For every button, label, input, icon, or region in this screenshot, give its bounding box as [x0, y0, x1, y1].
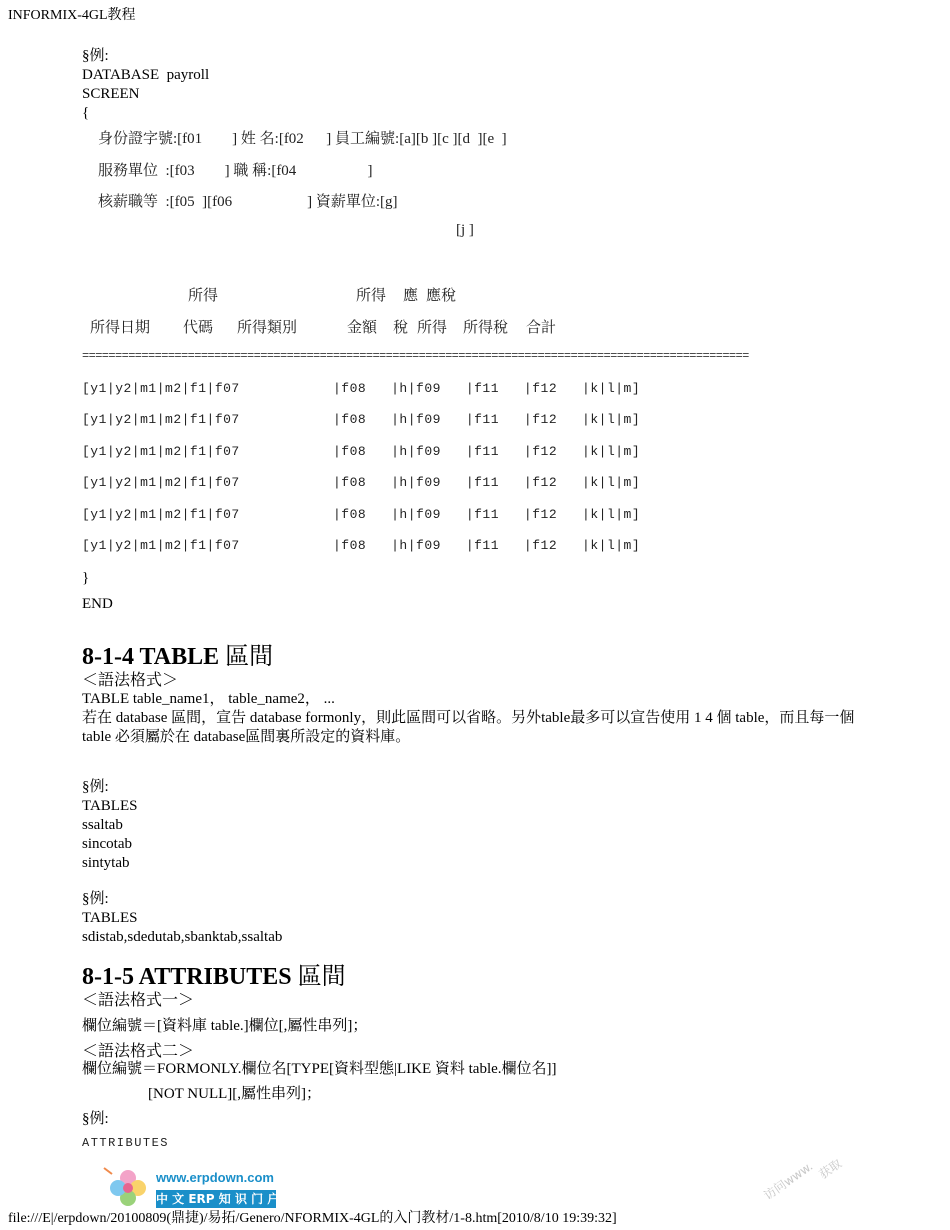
watermark-text: 访问www. [761, 1159, 816, 1203]
column-header: 所得 [417, 320, 448, 336]
section-title-cn: 區間 [225, 644, 274, 670]
example-label: §例: [82, 891, 109, 907]
syntax-line: 欄位編號＝[資料庫 table.]欄位[,屬性串列]； [82, 1018, 368, 1034]
column-header: 所得 [356, 288, 387, 304]
screen-data-row-right: |f08 |h|f09 |f11 |f12 |k|l|m] [333, 507, 641, 522]
syntax-label: ＜語法格式＞ [82, 672, 179, 689]
column-header: 應 [403, 288, 419, 304]
column-header: 合計 [526, 320, 557, 336]
code-line: TABLES [82, 798, 138, 814]
section-number: 8-1-5 ATTRIBUTES [82, 964, 292, 990]
screen-data-row-left: [y1|y2|m1|m2|f1|f07 [82, 381, 240, 396]
screen-row: 服務單位 :[f03 ] 職 稱:[f04 ] [98, 163, 373, 179]
section-number: 8-1-4 TABLE [82, 644, 220, 670]
column-header: 代碼 [183, 320, 214, 336]
screen-data-row-left: [y1|y2|m1|m2|f1|f07 [82, 475, 240, 490]
screen-data-row-left: [y1|y2|m1|m2|f1|f07 [82, 507, 240, 522]
screen-row: 身份證字號:[f01 ] 姓 名:[f02 ] 員工編號:[a][b ][c ][d ][e ] [98, 131, 507, 147]
syntax-line: 欄位編號＝FORMONLY.欄位名[TYPE[資料型態|LIKE 資料 table.欄位名]] [82, 1061, 557, 1077]
code-line: sincotab [82, 836, 132, 852]
separator-line: ===================================================================================================== [82, 349, 749, 363]
screen-data-row-right: |f08 |h|f09 |f11 |f12 |k|l|m] [333, 412, 641, 427]
description: table 必須屬於在 database區間裏所設定的資料庫。 [82, 729, 411, 745]
description: 若在 database 區間，宣告 database formonly，則此區間可以省略。另外table最多可以宣告使用 1 4 個 table，而且每一個 [82, 710, 855, 726]
example-label: §例: [82, 1111, 109, 1127]
screen-data-row-left: [y1|y2|m1|m2|f1|f07 [82, 538, 240, 553]
erpdown-logo [100, 1162, 280, 1212]
watermark-text: 获取 [816, 1156, 845, 1182]
column-header: 金額 [347, 320, 378, 336]
code-line: sdistab,sdedutab,sbanktab,ssaltab [82, 929, 283, 945]
page-header: INFORMIX-4GL教程 [8, 8, 136, 23]
section-title-attributes [82, 963, 346, 991]
example-label: §例: [82, 48, 109, 64]
column-header: 所得類別 [237, 320, 298, 336]
code-line: sintytab [82, 855, 130, 871]
code-line: TABLES [82, 910, 138, 926]
logo-tagline: 中 文 ERP 知 识 门 户 [156, 1192, 280, 1206]
column-header: 所得日期 [90, 320, 151, 336]
code-line: ssaltab [82, 817, 123, 833]
logo-url: www.erpdown.com [156, 1170, 274, 1185]
code-line: END [82, 596, 113, 612]
code-line: DATABASE payroll [82, 67, 210, 83]
screen-row: [j ] [456, 222, 474, 238]
screen-data-row-left: [y1|y2|m1|m2|f1|f07 [82, 444, 240, 459]
screen-data-row-right: |f08 |h|f09 |f11 |f12 |k|l|m] [333, 444, 641, 459]
column-header: 稅 [393, 320, 409, 336]
screen-data-row-right: |f08 |h|f09 |f11 |f12 |k|l|m] [333, 538, 641, 553]
syntax-label: ＜語法格式一＞ [82, 992, 195, 1009]
code-line: ATTRIBUTES [82, 1136, 170, 1150]
screen-data-row-right: |f08 |h|f09 |f11 |f12 |k|l|m] [333, 381, 641, 396]
syntax-label: ＜語法格式二＞ [82, 1043, 195, 1060]
flower-icon [100, 1162, 156, 1212]
code-line: { [82, 105, 90, 121]
screen-data-row-left: [y1|y2|m1|m2|f1|f07 [82, 412, 240, 427]
syntax-line: [NOT NULL][,屬性串列]； [148, 1086, 322, 1102]
example-label: §例: [82, 779, 109, 795]
screen-row: 核薪職等 :[f05 ][f06 ] 資薪單位:[g] [98, 194, 398, 210]
column-header: 所得 [188, 288, 219, 304]
section-title-table [82, 643, 273, 671]
screen-data-row-right: |f08 |h|f09 |f11 |f12 |k|l|m] [333, 475, 641, 490]
code-line: SCREEN [82, 86, 140, 102]
page-footer: file:///E|/erpdown/20100809(鼎捷)/易拓/Genero/NFORMIX-4GL的入门教材/1-8.htm[2010/8/10 19:39:32] [8, 1211, 617, 1226]
column-header: 所得稅 [463, 320, 509, 336]
column-header: 應稅 [426, 288, 457, 304]
syntax-line: TABLE table_name1， table_name2， ... [82, 691, 335, 707]
code-line: } [82, 570, 90, 586]
section-title-cn: 區間 [297, 964, 346, 990]
